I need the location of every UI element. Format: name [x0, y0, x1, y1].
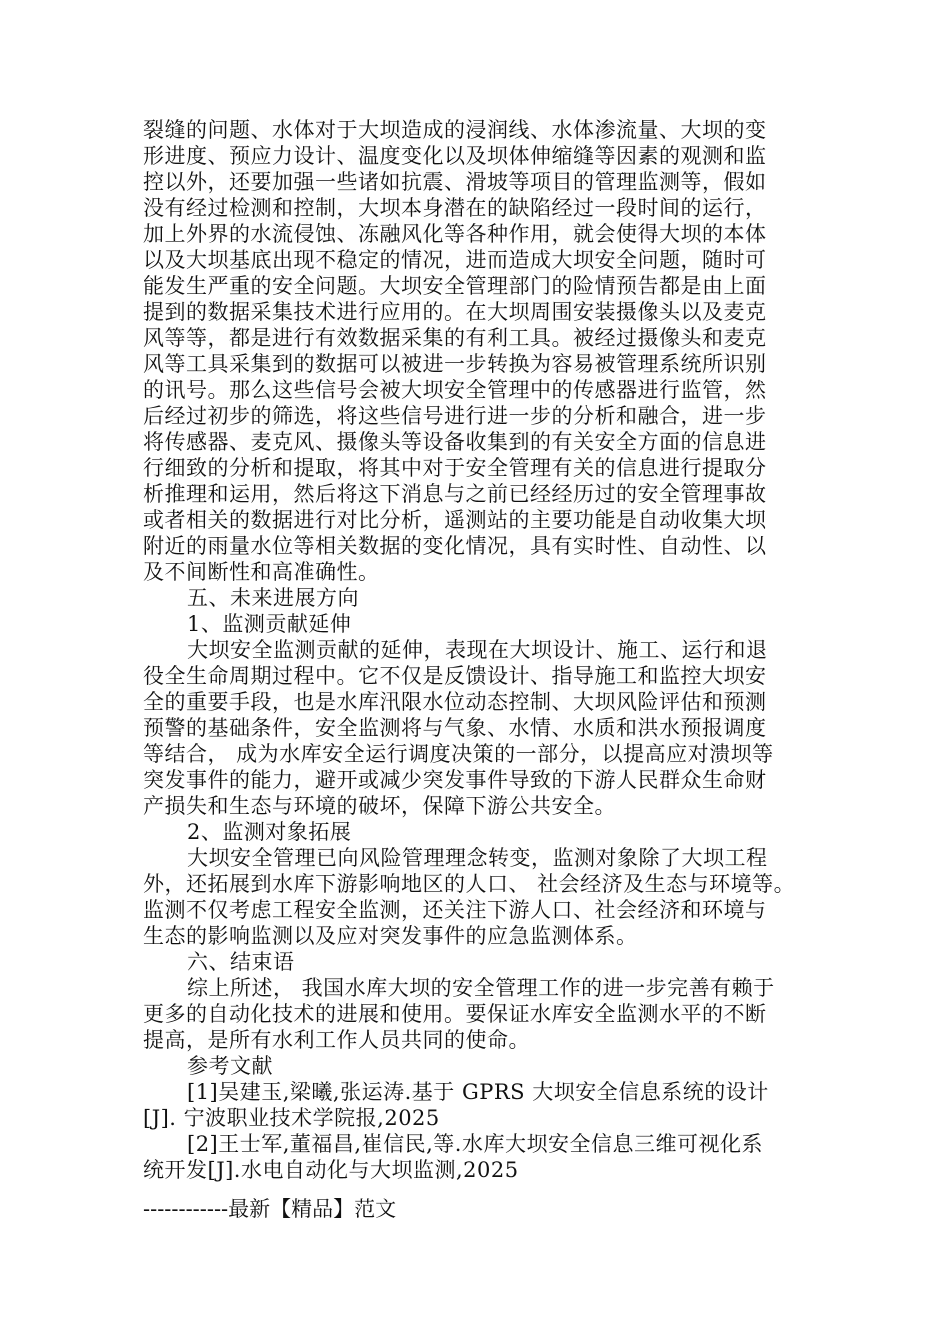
subheading-monitoring-extension: 1、监测贡献延伸	[187, 612, 352, 636]
reference-item-continued: [J]. 宁波职业技术学院报,2025	[143, 1106, 440, 1130]
section-heading-conclusion: 六、结束语	[187, 950, 295, 974]
text-line: 或者相关的数据进行对比分析，遥测站的主要功能是自动收集大坝	[143, 508, 767, 532]
text-line: 预警的基础条件，安全监测将与气象、水情、水质和洪水预报调度	[143, 716, 767, 740]
text-line: 综上所述， 我国水库大坝的安全管理工作的进一步完善有赖于	[187, 976, 775, 1000]
reference-list	[143, 1079, 808, 1183]
text-line: 加上外界的水流侵蚀、冻融风化等各种作用，就会使得大坝的本体	[143, 222, 767, 246]
text-line: 监测不仅考虑工程安全监测，还关注下游人口、社会经济和环境与	[143, 898, 767, 922]
text-line: 大坝安全管理已向风险管理理念转变，监测对象除了大坝工程	[187, 846, 768, 870]
text-line: 役全生命周期过程中。它不仅是反馈设计、指导施工和监控大坝安	[143, 664, 767, 688]
text-line: 没有经过检测和控制，大坝本身潜在的缺陷经过一段时间的运行，	[143, 196, 767, 220]
text-line: 及不间断性和高准确性。	[143, 560, 380, 584]
text-line: 突发事件的能力，避开或减少突发事件导致的下游人民群众生命财	[143, 768, 767, 792]
text-line: 全的重要手段，也是水库汛限水位动态控制、大坝风险评估和预测	[143, 690, 767, 714]
text-line: 外，还拓展到水库下游影响地区的人口、 社会经济及生态与环境等。	[143, 872, 796, 896]
paragraph-4	[143, 975, 808, 1053]
text-line: 将传感器、麦克风、摄像头等设备收集到的有关安全方面的信息进	[143, 430, 767, 454]
text-line: 行细致的分析和提取，将其中对于安全管理有关的信息进行提取分	[143, 456, 767, 480]
text-line: 析推理和运用，然后将这下消息与之前已经经历过的安全管理事故	[143, 482, 767, 506]
text-line: 风等等，都是进行有效数据采集的有利工具。被经过摄像头和麦克	[143, 326, 767, 350]
section-heading-future: 五、未来进展方向	[187, 586, 359, 610]
text-line: 后经过初步的筛选，将这些信号进行进一步的分析和融合，进一步	[143, 404, 767, 428]
text-line: 附近的雨量水位等相关数据的变化情况，具有实时性、自动性、以	[143, 534, 767, 558]
reference-item-continued: 统开发[J].水电自动化与大坝监测,2025	[143, 1158, 519, 1182]
text-line: 控以外，还要加强一些诸如抗震、滑坡等项目的管理监测等，假如	[143, 170, 767, 194]
page-footer: ------------最新【精品】范文	[143, 1197, 397, 1221]
subheading-monitoring-objects: 2、监测对象拓展	[187, 820, 352, 844]
paragraph-2	[143, 637, 808, 819]
text-line: 风等工具采集到的数据可以被进一步转换为容易被管理系统所识别	[143, 352, 767, 376]
text-line: 能发生严重的安全问题。大坝安全管理部门的险情预告都是由上面	[143, 274, 767, 298]
text-line: 更多的自动化技术的进展和使用。要保证水库安全监测水平的不断	[143, 1002, 767, 1026]
text-line: 提到的数据采集技术进行应用的。在大坝周围安装摄像头以及麦克	[143, 300, 767, 324]
text-line: 生态的影响监测以及应对突发事件的应急监测体系。	[143, 924, 638, 948]
text-line: 形进度、预应力设计、温度变化以及坝体伸缩缝等因素的观测和监	[143, 144, 767, 168]
paragraph-3	[143, 845, 808, 949]
text-line: 以及大坝基底出现不稳定的情况，进而造成大坝安全问题，随时可	[143, 248, 767, 272]
text-line: 的讯号。那么这些信号会被大坝安全管理中的传感器进行监管，然	[143, 378, 767, 402]
text-line: 提高，是所有水利工作人员共同的使命。	[143, 1028, 530, 1052]
document-body	[143, 117, 808, 1183]
references-heading: 参考文献	[187, 1054, 273, 1078]
text-line: 裂缝的问题、水体对于大坝造成的浸润线、水体渗流量、大坝的变	[143, 118, 767, 142]
text-line: 产损失和生态与环境的破坏，保障下游公共安全。	[143, 794, 616, 818]
text-line: 等结合， 成为水库安全运行调度决策的一部分，以提高应对溃坝等	[143, 742, 774, 766]
reference-item: [2]王士军,董福昌,崔信民,等.水库大坝安全信息三维可视化系	[187, 1132, 763, 1156]
reference-item: [1]吴建玉,梁曦,张运涛.基于 GPRS 大坝安全信息系统的设计	[187, 1080, 769, 1104]
text-line: 大坝安全监测贡献的延伸，表现在大坝设计、施工、运行和退	[187, 638, 768, 662]
paragraph-1	[143, 117, 808, 585]
